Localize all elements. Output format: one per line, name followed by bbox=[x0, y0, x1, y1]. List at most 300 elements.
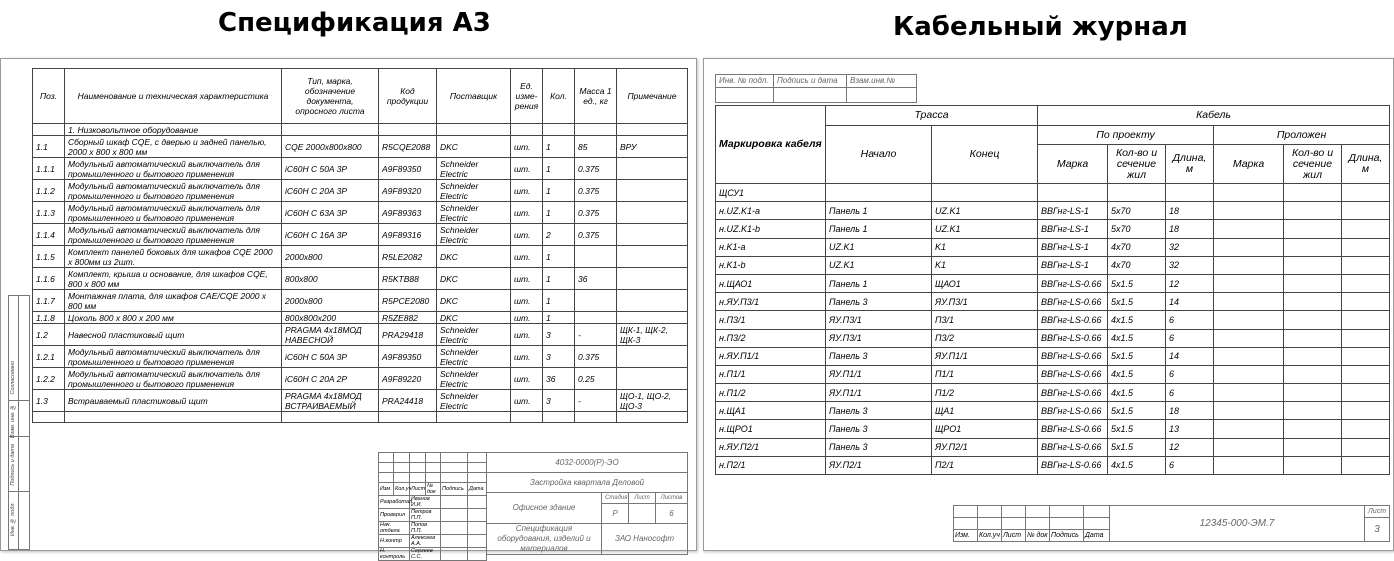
table-cell-empty bbox=[1214, 220, 1284, 238]
table-cell: ЯУ.П1/1 bbox=[932, 347, 1038, 365]
table-row bbox=[716, 274, 1390, 292]
table-cell: 4x1.5 bbox=[1108, 384, 1166, 402]
stamp-company: ЗАО Нанософт bbox=[602, 524, 688, 555]
header-mark: Марка bbox=[1038, 145, 1108, 184]
spec-title: Спецификация А3 bbox=[218, 8, 491, 38]
table-row bbox=[716, 202, 1390, 220]
table-cell: R5CQE2088 bbox=[379, 136, 437, 158]
table-cell: н.П3/2 bbox=[716, 329, 826, 347]
table-cell: iC60H C 63A 3P bbox=[282, 202, 379, 224]
table-cell: iC60H C 20A 2P bbox=[282, 368, 379, 390]
table-cell: 1.2.2 bbox=[33, 368, 65, 390]
table-cell: 0.25 bbox=[575, 368, 617, 390]
table-cell: Модульный автоматический выключатель для промышленного и бытового применения bbox=[65, 202, 282, 224]
table-cell-empty bbox=[1214, 329, 1284, 347]
table-row bbox=[33, 368, 688, 390]
table-row bbox=[716, 438, 1390, 456]
table-cell: UZ.K1 bbox=[932, 202, 1038, 220]
table-row bbox=[33, 202, 688, 224]
table-cell-empty bbox=[1342, 202, 1390, 220]
table-cell-empty bbox=[1214, 293, 1284, 311]
table-cell: PRAGMA 4x18МОД НАВЕСНОЙ bbox=[282, 324, 379, 346]
table-cell: UZ.K1 bbox=[826, 238, 932, 256]
table-cell bbox=[826, 184, 932, 202]
stamp-stage: Р bbox=[602, 504, 629, 524]
spec-header-cell: Ед. изме-рения bbox=[511, 69, 543, 124]
table-cell: 1.1.1 bbox=[33, 158, 65, 180]
table-cell bbox=[932, 184, 1038, 202]
table-cell: н.П2/1 bbox=[716, 456, 826, 474]
table-cell: шт. bbox=[511, 180, 543, 202]
table-cell: ЯУ.П1/1 bbox=[826, 365, 932, 383]
top-stamp-label: Подпись и дата bbox=[774, 75, 847, 88]
header-marking: Маркировка кабеля bbox=[716, 106, 826, 184]
stamp-col-head: Лист bbox=[410, 483, 426, 496]
table-cell: шт. bbox=[511, 246, 543, 268]
table-cell: Панель 1 bbox=[826, 202, 932, 220]
table-cell: ВВГнг-LS-0.66 bbox=[1038, 384, 1108, 402]
stamp-col-head: Изм. bbox=[954, 530, 978, 542]
table-cell: ЩА1 bbox=[932, 402, 1038, 420]
table-cell: 1 bbox=[543, 268, 575, 290]
spec-header-cell: Код продукции bbox=[379, 69, 437, 124]
table-cell bbox=[617, 224, 688, 246]
table-row bbox=[716, 365, 1390, 383]
stamp-project: Застройка квартала Деловой bbox=[487, 473, 688, 493]
table-cell: Панель 3 bbox=[826, 402, 932, 420]
table-cell-empty bbox=[1342, 238, 1390, 256]
table-row bbox=[33, 312, 688, 324]
table-cell: 0.375 bbox=[575, 346, 617, 368]
stamp-col-head: Кол.уч bbox=[394, 483, 410, 496]
table-cell-empty bbox=[1284, 238, 1342, 256]
table-cell: ЩК-1, ЩК-2, ЩК-3 bbox=[617, 324, 688, 346]
table-cell: Панель 3 bbox=[826, 420, 932, 438]
table-cell: Панель 3 bbox=[826, 438, 932, 456]
table-cell: 4x1.5 bbox=[1108, 329, 1166, 347]
stamp-object: Офисное здание bbox=[487, 493, 602, 524]
table-cell-empty bbox=[1342, 274, 1390, 292]
table-cell: 1.1.5 bbox=[33, 246, 65, 268]
table-cell bbox=[379, 124, 437, 136]
table-row bbox=[33, 224, 688, 246]
table-cell: PRA24418 bbox=[379, 390, 437, 412]
spec-table bbox=[32, 68, 688, 423]
table-cell: 18 bbox=[1166, 220, 1214, 238]
stamp-col-head: Подпись bbox=[441, 483, 468, 496]
table-cell: 6 bbox=[1166, 311, 1214, 329]
table-row-empty bbox=[33, 412, 688, 423]
table-cell: A9F89220 bbox=[379, 368, 437, 390]
header-length: Длина, м bbox=[1166, 145, 1214, 184]
table-cell: 6 bbox=[1166, 384, 1214, 402]
stamp-person: Алексеев А.А. bbox=[410, 535, 441, 548]
table-cell: 4x1.5 bbox=[1108, 311, 1166, 329]
table-cell-empty bbox=[1284, 220, 1342, 238]
table-cell: 18 bbox=[1166, 202, 1214, 220]
table-cell: - bbox=[575, 324, 617, 346]
table-cell: UZ.K1 bbox=[932, 220, 1038, 238]
table-cell-empty bbox=[1342, 220, 1390, 238]
table-cell: ЯУ.П2/1 bbox=[932, 438, 1038, 456]
table-row bbox=[33, 136, 688, 158]
table-cell: PRA29418 bbox=[379, 324, 437, 346]
table-cell: Панель 1 bbox=[826, 220, 932, 238]
header-route: Трасса bbox=[826, 106, 1038, 126]
table-cell: ЯУ.П1/1 bbox=[826, 384, 932, 402]
stamp-role: Проверил bbox=[379, 509, 410, 522]
table-cell: Schneider Electric bbox=[437, 180, 511, 202]
table-cell-empty bbox=[1342, 365, 1390, 383]
table-cell: шт. bbox=[511, 268, 543, 290]
table-row bbox=[33, 390, 688, 412]
table-cell: 1 bbox=[543, 290, 575, 312]
table-cell: 1.3 bbox=[33, 390, 65, 412]
table-cell: шт. bbox=[511, 324, 543, 346]
table-cell: ЯУ.П3/1 bbox=[826, 311, 932, 329]
table-cell-empty bbox=[1284, 438, 1342, 456]
stamp-doc-code: 12345-000-ЭМ.7 bbox=[1110, 506, 1365, 542]
stamp-sheets: 6 bbox=[656, 504, 688, 524]
table-cell bbox=[617, 158, 688, 180]
stamp-col-head: № док bbox=[1026, 530, 1050, 542]
table-cell: CQE 2000x800x800 bbox=[282, 136, 379, 158]
table-cell-empty bbox=[1284, 256, 1342, 274]
spec-header-cell: Поз. bbox=[33, 69, 65, 124]
table-cell: A9F89316 bbox=[379, 224, 437, 246]
table-cell: Панель 3 bbox=[826, 293, 932, 311]
table-row bbox=[716, 384, 1390, 402]
table-cell bbox=[543, 124, 575, 136]
table-cell: Комплект панелей боковых для шкафов CQE 2000 x 800мм из 2шт. bbox=[65, 246, 282, 268]
table-cell bbox=[511, 124, 543, 136]
table-cell: П3/2 bbox=[932, 329, 1038, 347]
table-cell: ЩСУ1 bbox=[716, 184, 826, 202]
table-row bbox=[33, 180, 688, 202]
stamp-sheet-label: Лист bbox=[629, 493, 656, 504]
table-cell: 5x1.5 bbox=[1108, 274, 1166, 292]
table-row bbox=[716, 311, 1390, 329]
table-cell: DKC bbox=[437, 136, 511, 158]
table-cell: ВВГнг-LS-0.66 bbox=[1038, 456, 1108, 474]
table-cell: 85 bbox=[575, 136, 617, 158]
table-cell: 6 bbox=[1166, 456, 1214, 474]
table-cell: 0.375 bbox=[575, 202, 617, 224]
stamp-stage-label: Стадия bbox=[602, 493, 629, 504]
table-cell: 4x70 bbox=[1108, 256, 1166, 274]
table-cell: 2000x800 bbox=[282, 290, 379, 312]
table-cell-empty bbox=[1284, 293, 1342, 311]
table-cell bbox=[617, 202, 688, 224]
header-laid: Проложен bbox=[1214, 126, 1390, 145]
table-cell-empty bbox=[1284, 365, 1342, 383]
table-cell-empty bbox=[1214, 384, 1284, 402]
table-cell-empty bbox=[1342, 347, 1390, 365]
table-row bbox=[716, 256, 1390, 274]
table-cell: П3/1 bbox=[932, 311, 1038, 329]
table-cell: ВВГнг-LS-1 bbox=[1038, 220, 1108, 238]
table-cell: н.K1-b bbox=[716, 256, 826, 274]
table-cell-empty bbox=[1214, 202, 1284, 220]
table-cell: 1.1.8 bbox=[33, 312, 65, 324]
table-cell: 6 bbox=[1166, 329, 1214, 347]
table-cell: Schneider Electric bbox=[437, 224, 511, 246]
table-row bbox=[33, 158, 688, 180]
table-cell: 32 bbox=[1166, 256, 1214, 274]
table-cell: DKC bbox=[437, 268, 511, 290]
spec-stamp-info bbox=[486, 452, 688, 555]
cable-top-stamp bbox=[715, 74, 917, 103]
table-cell: П2/1 bbox=[932, 456, 1038, 474]
table-cell: 1 bbox=[543, 180, 575, 202]
table-cell bbox=[617, 346, 688, 368]
table-cell bbox=[1108, 184, 1166, 202]
table-cell: DKC bbox=[437, 246, 511, 268]
spec-stamp-grid bbox=[378, 452, 487, 561]
table-cell: Монтажная плата, для шкафов CAE/CQE 2000 x 800 мм bbox=[65, 290, 282, 312]
table-cell: шт. bbox=[511, 312, 543, 324]
table-cell: 5x1.5 bbox=[1108, 347, 1166, 365]
table-cell: ЯУ.П2/1 bbox=[826, 456, 932, 474]
spec-header-cell: Масса 1 ед., кг bbox=[575, 69, 617, 124]
table-cell: Цоколь 800 x 800 x 200 мм bbox=[65, 312, 282, 324]
table-cell: UZ.K1 bbox=[826, 256, 932, 274]
table-cell: 1 bbox=[543, 158, 575, 180]
table-cell: ВВГнг-LS-0.66 bbox=[1038, 402, 1108, 420]
table-cell: Модульный автоматический выключатель для промышленного и бытового применения bbox=[65, 224, 282, 246]
table-cell: ВВГнг-LS-0.66 bbox=[1038, 420, 1108, 438]
stamp-sheet-title: Спецификация оборудования, изделий и материалов bbox=[487, 524, 602, 555]
table-cell-empty bbox=[1214, 365, 1284, 383]
table-cell: н.UZ.K1-a bbox=[716, 202, 826, 220]
table-cell-empty bbox=[1284, 329, 1342, 347]
table-cell: 4x1.5 bbox=[1108, 456, 1166, 474]
table-cell: R5LE2082 bbox=[379, 246, 437, 268]
table-cell: ВВГнг-LS-0.66 bbox=[1038, 438, 1108, 456]
table-cell: K1 bbox=[932, 238, 1038, 256]
table-cell: 32 bbox=[1166, 238, 1214, 256]
table-cell: 1 bbox=[543, 312, 575, 324]
spec-header-cell: Тип, марка, обозначение документа, опросного листа bbox=[282, 69, 379, 124]
stamp-role: Нач. отдела bbox=[379, 522, 410, 535]
table-cell: Сборный шкаф CQE, с дверью и задней панелью, 2000 x 800 x 800 мм bbox=[65, 136, 282, 158]
table-cell: н.П3/1 bbox=[716, 311, 826, 329]
stamp-doc-code: 4032-0000(Р)-ЭО bbox=[487, 453, 688, 473]
table-cell: 12 bbox=[1166, 438, 1214, 456]
table-cell-empty bbox=[1284, 202, 1342, 220]
table-cell: П1/1 bbox=[932, 365, 1038, 383]
table-row bbox=[716, 293, 1390, 311]
table-cell: шт. bbox=[511, 202, 543, 224]
table-cell-empty bbox=[1214, 311, 1284, 329]
table-cell-empty bbox=[1284, 384, 1342, 402]
table-cell: 14 bbox=[1166, 293, 1214, 311]
side-label: Взам. инв. № bbox=[10, 404, 16, 439]
table-cell-empty bbox=[1284, 402, 1342, 420]
stamp-person: Попов П.П. bbox=[410, 522, 441, 535]
header-mark: Марка bbox=[1214, 145, 1284, 184]
table-cell: Встраиваемый пластиковый щит bbox=[65, 390, 282, 412]
table-cell: шт. bbox=[511, 390, 543, 412]
table-cell: 1 bbox=[543, 202, 575, 224]
table-cell: Schneider Electric bbox=[437, 158, 511, 180]
table-row bbox=[33, 246, 688, 268]
table-cell-empty bbox=[1342, 256, 1390, 274]
table-cell bbox=[617, 124, 688, 136]
table-cell bbox=[617, 180, 688, 202]
table-row bbox=[716, 402, 1390, 420]
spec-header-row bbox=[33, 69, 688, 124]
table-cell-empty bbox=[1214, 438, 1284, 456]
table-cell: R5PCE2080 bbox=[379, 290, 437, 312]
table-cell: 5x70 bbox=[1108, 202, 1166, 220]
table-cell: Панель 3 bbox=[826, 347, 932, 365]
stamp-role: Н. контроль bbox=[379, 548, 410, 561]
table-cell bbox=[437, 124, 511, 136]
spec-side-stamp bbox=[8, 295, 30, 550]
table-cell: Schneider Electric bbox=[437, 202, 511, 224]
table-cell-empty bbox=[1214, 274, 1284, 292]
spec-sheet bbox=[0, 58, 697, 560]
table-cell bbox=[575, 312, 617, 324]
table-cell: 2000x800 bbox=[282, 246, 379, 268]
table-row bbox=[716, 420, 1390, 438]
stamp-col-head: Изм. bbox=[379, 483, 394, 496]
table-cell: н.ЯУ.П3/1 bbox=[716, 293, 826, 311]
table-cell-empty bbox=[1342, 293, 1390, 311]
table-cell-empty bbox=[1214, 402, 1284, 420]
table-cell: Модульный автоматический выключатель для промышленного и бытового применения bbox=[65, 346, 282, 368]
table-cell: 1.1.2 bbox=[33, 180, 65, 202]
top-stamp-label: Взам.инв.№ bbox=[847, 75, 917, 88]
table-cell-empty bbox=[1284, 456, 1342, 474]
table-cell: н.K1-a bbox=[716, 238, 826, 256]
side-label: Подпись и дата bbox=[10, 444, 16, 486]
table-cell: шт. bbox=[511, 224, 543, 246]
table-cell: ВВГнг-LS-0.66 bbox=[1038, 311, 1108, 329]
cable-stamp-info bbox=[1109, 505, 1390, 542]
header-end: Конец bbox=[932, 126, 1038, 184]
table-cell: ВРУ bbox=[617, 136, 688, 158]
stamp-col-head: Лист bbox=[1002, 530, 1026, 542]
header-cable: Кабель bbox=[1038, 106, 1390, 126]
table-cell: Модульный автоматический выключатель для промышленного и бытового применения bbox=[65, 180, 282, 202]
table-cell-empty bbox=[1342, 184, 1390, 202]
table-row bbox=[716, 456, 1390, 474]
table-cell-empty bbox=[1284, 347, 1342, 365]
table-cell-empty bbox=[1214, 420, 1284, 438]
table-cell-empty bbox=[1214, 456, 1284, 474]
table-cell: н.ЩАО1 bbox=[716, 274, 826, 292]
table-cell-empty bbox=[1284, 311, 1342, 329]
table-cell-empty bbox=[1342, 456, 1390, 474]
table-row bbox=[33, 346, 688, 368]
stamp-col-head: Кол.уч bbox=[978, 530, 1002, 542]
table-cell: A9F89320 bbox=[379, 180, 437, 202]
table-row bbox=[716, 184, 1390, 202]
table-cell: 5x1.5 bbox=[1108, 402, 1166, 420]
table-cell: ЯУ.П3/1 bbox=[932, 293, 1038, 311]
table-cell: 1.1.4 bbox=[33, 224, 65, 246]
table-cell: 13 bbox=[1166, 420, 1214, 438]
table-cell: Schneider Electric bbox=[437, 346, 511, 368]
table-cell: ВВГнг-LS-1 bbox=[1038, 238, 1108, 256]
table-cell: Schneider Electric bbox=[437, 390, 511, 412]
table-cell: ЩРО1 bbox=[932, 420, 1038, 438]
table-cell bbox=[575, 246, 617, 268]
table-cell: н.П1/2 bbox=[716, 384, 826, 402]
spec-header-cell: Поставщик bbox=[437, 69, 511, 124]
table-cell: 1. Низковольтное оборудование bbox=[65, 124, 282, 136]
table-cell: A9F89350 bbox=[379, 346, 437, 368]
table-cell: R5KTB88 bbox=[379, 268, 437, 290]
table-cell bbox=[617, 312, 688, 324]
header-start: Начало bbox=[826, 126, 932, 184]
stamp-role: Н.контр bbox=[379, 535, 410, 548]
table-row bbox=[33, 268, 688, 290]
stamp-col-head: Дата bbox=[1084, 530, 1110, 542]
table-cell bbox=[575, 290, 617, 312]
stamp-sheets-label: Листов bbox=[656, 493, 688, 504]
stamp-person: Петров П.П. bbox=[410, 509, 441, 522]
table-cell: Панель 1 bbox=[826, 274, 932, 292]
stamp-role: Разработал bbox=[379, 496, 410, 509]
table-cell: 3 bbox=[543, 390, 575, 412]
table-cell bbox=[575, 124, 617, 136]
table-cell: ВВГнг-LS-0.66 bbox=[1038, 347, 1108, 365]
table-cell: 1.2.1 bbox=[33, 346, 65, 368]
cable-journal-title: Кабельный журнал bbox=[893, 12, 1188, 42]
stamp-person: Иванов И.И. bbox=[410, 496, 441, 509]
table-row bbox=[33, 324, 688, 346]
table-cell: Навесной пластиковый щит bbox=[65, 324, 282, 346]
table-cell: н.П1/1 bbox=[716, 365, 826, 383]
side-label: Согласовано bbox=[10, 361, 16, 395]
spec-header-cell: Наименование и техническая характеристика bbox=[65, 69, 282, 124]
table-row bbox=[33, 124, 688, 136]
table-cell-empty bbox=[1284, 274, 1342, 292]
table-row bbox=[716, 347, 1390, 365]
side-label: Инв. № подл. bbox=[10, 502, 16, 537]
table-cell: ВВГнг-LS-0.66 bbox=[1038, 274, 1108, 292]
cable-stamp-grid bbox=[953, 505, 1110, 542]
top-stamp-label: Инв. № подл. bbox=[716, 75, 774, 88]
stamp-col-head: Подпись bbox=[1050, 530, 1084, 542]
table-cell: 1.1.6 bbox=[33, 268, 65, 290]
stamp-col-head: № док bbox=[426, 483, 441, 496]
table-cell: A9F89363 bbox=[379, 202, 437, 224]
table-cell-empty bbox=[1342, 402, 1390, 420]
table-cell: 0.375 bbox=[575, 224, 617, 246]
table-cell: 18 bbox=[1166, 402, 1214, 420]
stamp-person: Сергеев С.С. bbox=[410, 548, 441, 561]
table-cell: 36 bbox=[575, 268, 617, 290]
table-cell: 5x70 bbox=[1108, 220, 1166, 238]
table-cell: 1 bbox=[543, 246, 575, 268]
table-cell-empty bbox=[1214, 184, 1284, 202]
table-cell: Модульный автоматический выключатель для промышленного и бытового применения bbox=[65, 368, 282, 390]
table-cell: Schneider Electric bbox=[437, 324, 511, 346]
table-cell: ВВГнг-LS-0.66 bbox=[1038, 293, 1108, 311]
table-cell: DKC bbox=[437, 290, 511, 312]
table-cell: шт. bbox=[511, 290, 543, 312]
table-cell: н.UZ.K1-b bbox=[716, 220, 826, 238]
table-cell: iC60H C 50A 3P bbox=[282, 158, 379, 180]
table-cell bbox=[617, 290, 688, 312]
table-cell: 0.375 bbox=[575, 180, 617, 202]
table-cell: 4x70 bbox=[1108, 238, 1166, 256]
table-cell: Комплект, крыша и основание, для шкафов CQE, 800 x 800 мм bbox=[65, 268, 282, 290]
